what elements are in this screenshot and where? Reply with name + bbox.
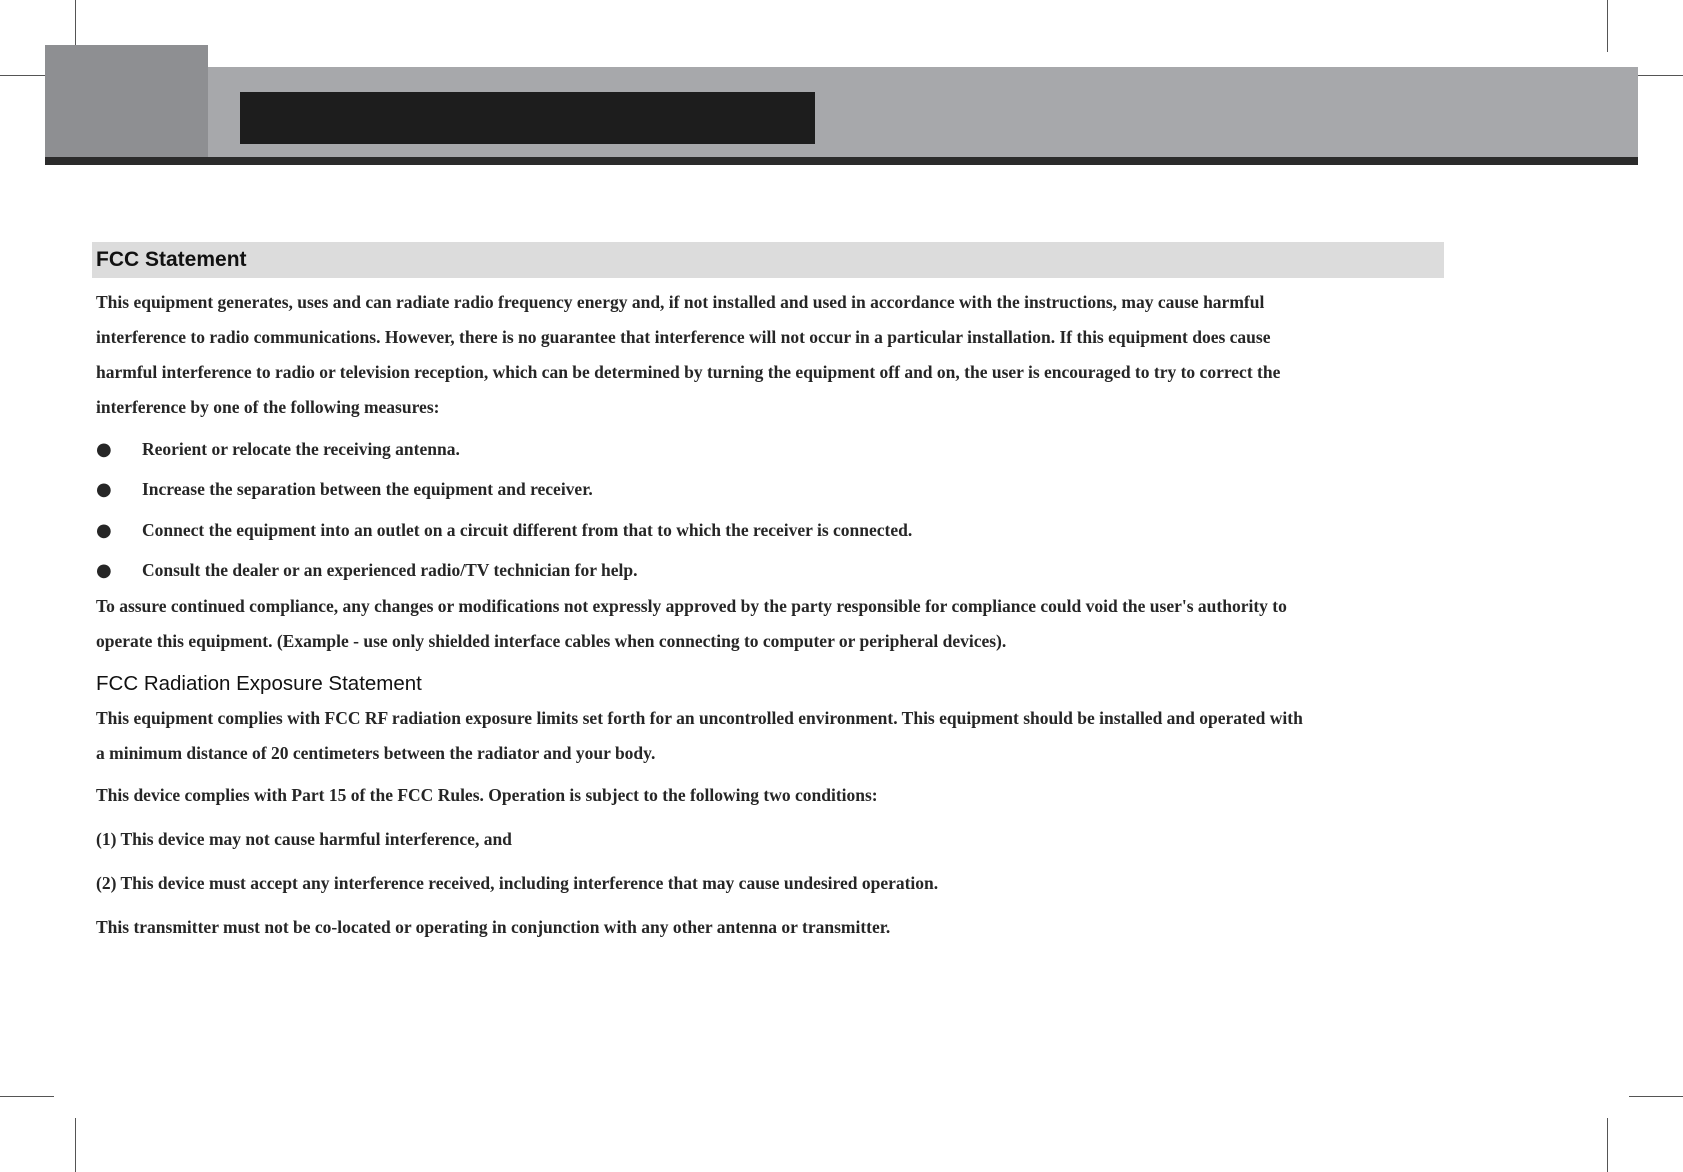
measures-list [92,429,1444,591]
document-body [92,242,1444,947]
intro-line: This equipment generates, uses and can radiate radio frequency energy and, if not installed and used in accordance with the instructions, may cause harmful [96,292,1265,312]
intro-paragraph [92,285,1444,425]
part15-paragraph: This device complies with Part 15 of the FCC Rules. Operation is subject to the following two conditions: [96,785,878,805]
crop-mark [0,1096,54,1097]
crop-mark [1607,0,1608,52]
colocation-paragraph: This transmitter must not be co-located or operating in conjunction with any other antenna or transmitter. [96,917,891,937]
compliance-line: To assure continued compliance, any changes or modifications not expressly approved by the party responsible for compliance could void the user's authority to [96,596,1287,616]
intro-line: interference by one of the following measures: [96,397,440,417]
list-item-text: Increase the separation between the equipment and receiver. [142,479,593,500]
header-page-tab [45,45,208,163]
list-item-text: Reorient or relocate the receiving antenna. [142,438,460,459]
intro-line: harmful interference to radio or television reception, which can be determined by turning the equipment off and on, the user is encouraged to try to correct the [96,362,1281,382]
list-item-text: Connect the equipment into an outlet on a circuit different from that to which the receiver is connected. [142,519,913,540]
section-heading [92,242,1444,278]
section-heading-text: FCC Statement [96,248,247,271]
compliance-line: operate this equipment. (Example - use only shielded interface cables when connecting to computer or peripheral devices). [96,631,1007,651]
list-item [92,510,1444,551]
bullet-icon: ● [96,479,112,501]
list-item [92,470,1444,511]
radiation-line: This equipment complies with FCC RF radiation exposure limits set forth for an uncontrolled environment. This equipment should be installed and operated with [96,708,1303,728]
header-rule [45,157,1638,165]
intro-line: interference to radio communications. However, there is no guarantee that interference will not occur in a particular installation. If this equipment does cause [96,327,1271,347]
bullet-icon: ● [96,519,112,541]
compliance-paragraph [92,589,1444,659]
radiation-heading: FCC Radiation Exposure Statement [96,672,422,695]
bullet-icon: ● [96,560,112,582]
condition-1: (1) This device may not cause harmful interference, and [96,829,512,849]
list-item [92,429,1444,470]
bullet-icon: ● [96,438,112,460]
header-title-block [240,92,815,144]
list-item [92,551,1444,592]
radiation-paragraph [92,701,1444,771]
list-item-text: Consult the dealer or an experienced radio/TV technician for help. [142,560,638,581]
crop-mark [1607,1118,1608,1172]
condition-2: (2) This device must accept any interference received, including interference that may cause undesired operation. [96,873,939,893]
radiation-line: a minimum distance of 20 centimeters between the radiator and your body. [96,743,656,763]
crop-mark [1629,1096,1683,1097]
crop-mark [75,1118,76,1172]
